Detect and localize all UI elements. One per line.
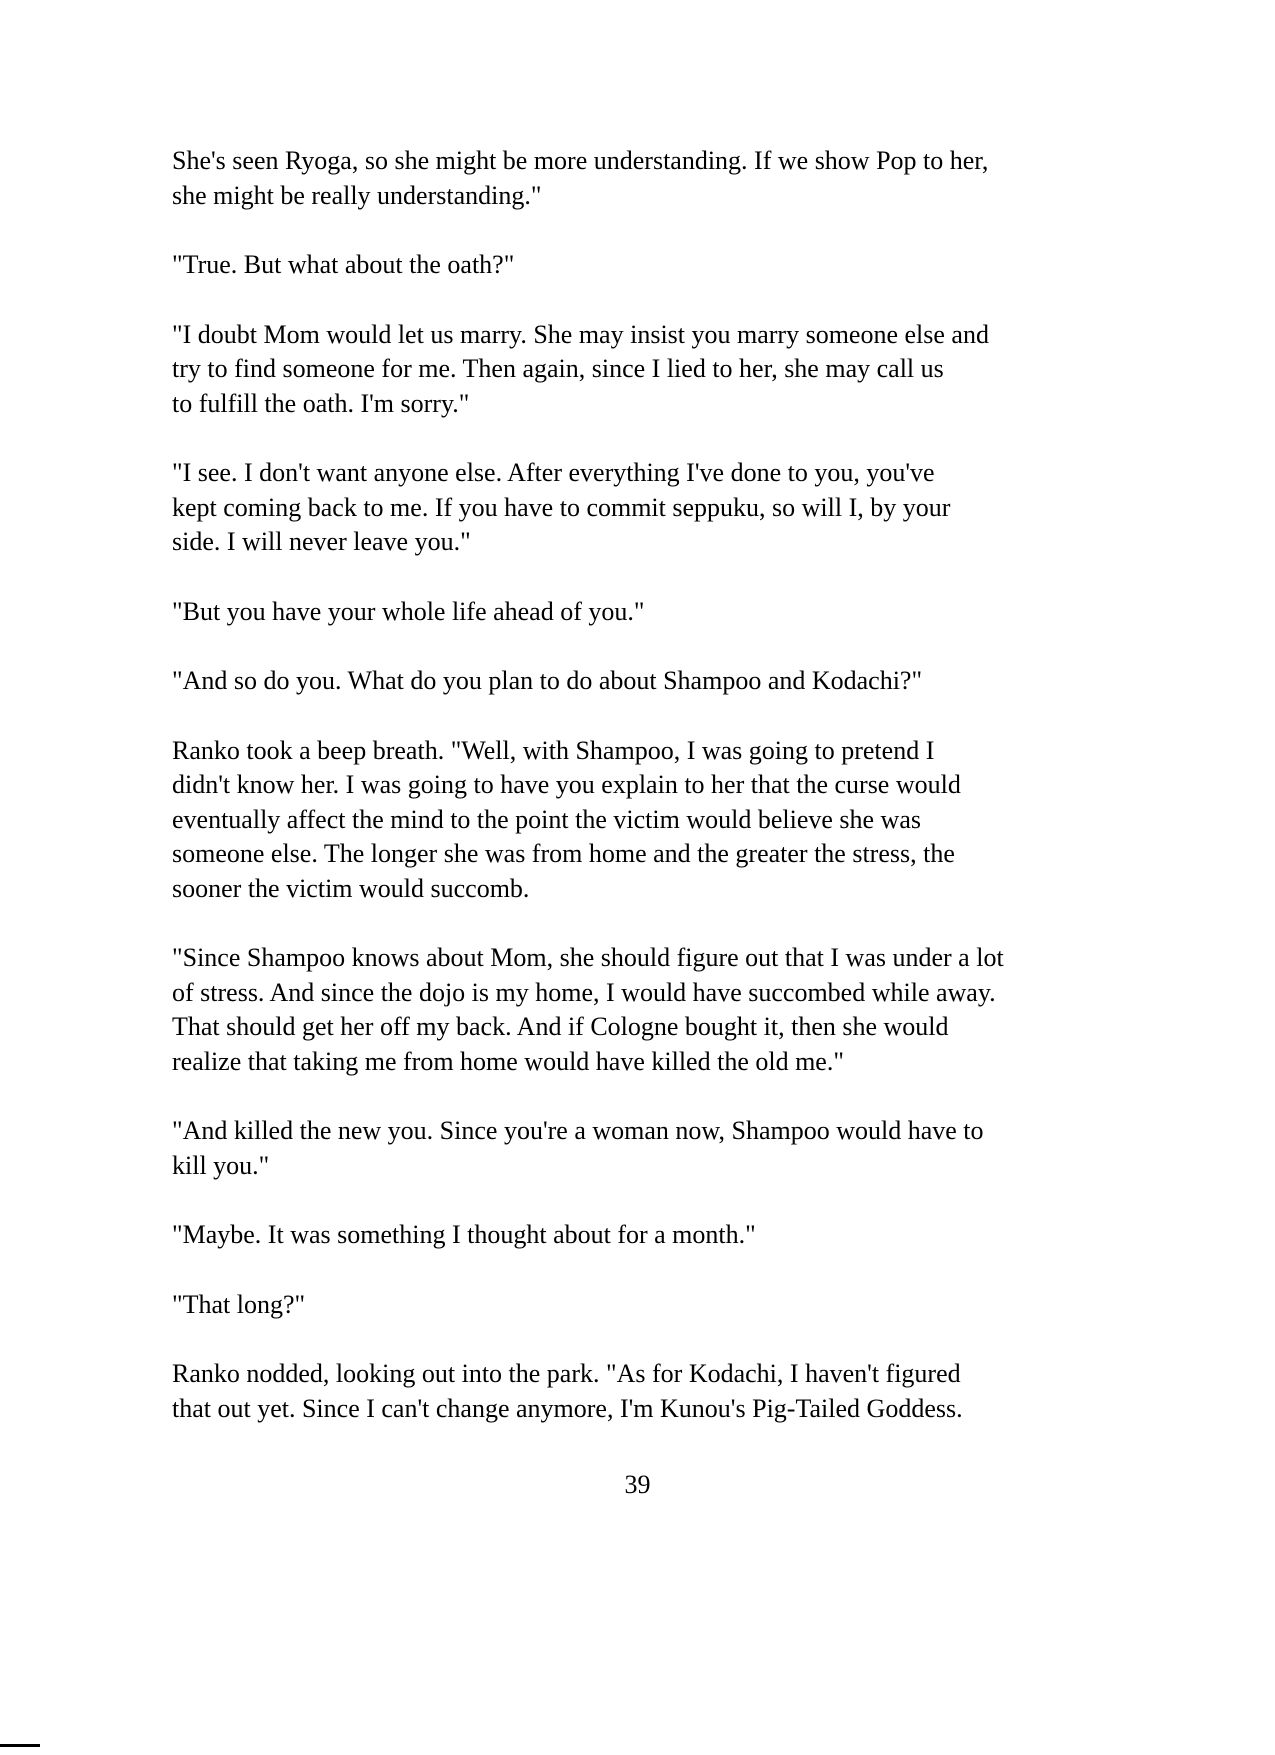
text-line: "Since Shampoo knows about Mom, she should figure out that I was under a lot xyxy=(172,943,1004,972)
text-line: sooner the victim would succomb. xyxy=(172,873,530,903)
paragraph xyxy=(172,1114,1102,1183)
text-line: "And killed the new you. Since you're a woman now, Shampoo would have to xyxy=(172,1116,984,1145)
text-line: She's seen Ryoga, so she might be more understanding. If we show Pop to her, xyxy=(172,146,989,175)
paragraph xyxy=(172,734,1102,907)
text-line: "That long?" xyxy=(172,1289,306,1319)
paragraph xyxy=(172,1288,1102,1323)
text-line: "Maybe. It was something I thought about for a month." xyxy=(172,1220,756,1249)
text-line: "True. But what about the oath?" xyxy=(172,250,515,279)
paragraph xyxy=(172,595,1102,630)
text-line: Ranko took a beep breath. "Well, with Shampoo, I was going to pretend I xyxy=(172,735,935,765)
text-line: didn't know her. I was going to have you explain to her that the curse would xyxy=(172,770,961,799)
text-line: she might be really understanding." xyxy=(172,180,542,210)
text-line: to fulfill the oath. I'm sorry." xyxy=(172,388,470,418)
text-line: kept coming back to me. If you have to commit seppuku, so will I, by your xyxy=(172,492,951,522)
paragraph xyxy=(172,318,1102,422)
text-line: Ranko nodded, looking out into the park. "As for Kodachi, I haven't figured xyxy=(172,1359,961,1388)
text-line: of stress. And since the dojo is my home, I would have succombed while away. xyxy=(172,977,996,1007)
text-line: realize that taking me from home would have killed the old me." xyxy=(172,1046,844,1076)
paragraph xyxy=(172,248,1102,283)
paragraph xyxy=(172,144,1102,213)
text-line: "But you have your whole life ahead of you." xyxy=(172,596,645,626)
paragraph xyxy=(172,941,1102,1079)
text-line: eventually affect the mind to the point the victim would believe she was xyxy=(172,804,921,834)
paragraph xyxy=(172,664,1102,699)
text-line: that out yet. Since I can't change anymore, I'm Kunou's Pig-Tailed Goddess. xyxy=(172,1393,963,1423)
text-line: side. I will never leave you." xyxy=(172,527,471,556)
scan-edge-mark xyxy=(0,1744,40,1747)
paragraph xyxy=(172,1218,1102,1253)
text-line: try to find someone for me. Then again, since I lied to her, she may call us xyxy=(172,354,944,383)
text-line: "I see. I don't want anyone else. After everything I've done to you, you've xyxy=(172,458,935,487)
text-line: That should get her off my back. And if Cologne bought it, then she would xyxy=(172,1012,949,1041)
body-text xyxy=(172,144,1102,1461)
page-number: 39 xyxy=(624,1470,651,1499)
text-line: kill you." xyxy=(172,1150,270,1180)
paragraph xyxy=(172,456,1102,560)
text-line: someone else. The longer she was from home and the greater the stress, the xyxy=(172,839,955,868)
text-line: "And so do you. What do you plan to do about Shampoo and Kodachi?" xyxy=(172,666,923,695)
text-line: "I doubt Mom would let us marry. She may insist you marry someone else and xyxy=(172,319,989,349)
paragraph xyxy=(172,1357,1102,1426)
